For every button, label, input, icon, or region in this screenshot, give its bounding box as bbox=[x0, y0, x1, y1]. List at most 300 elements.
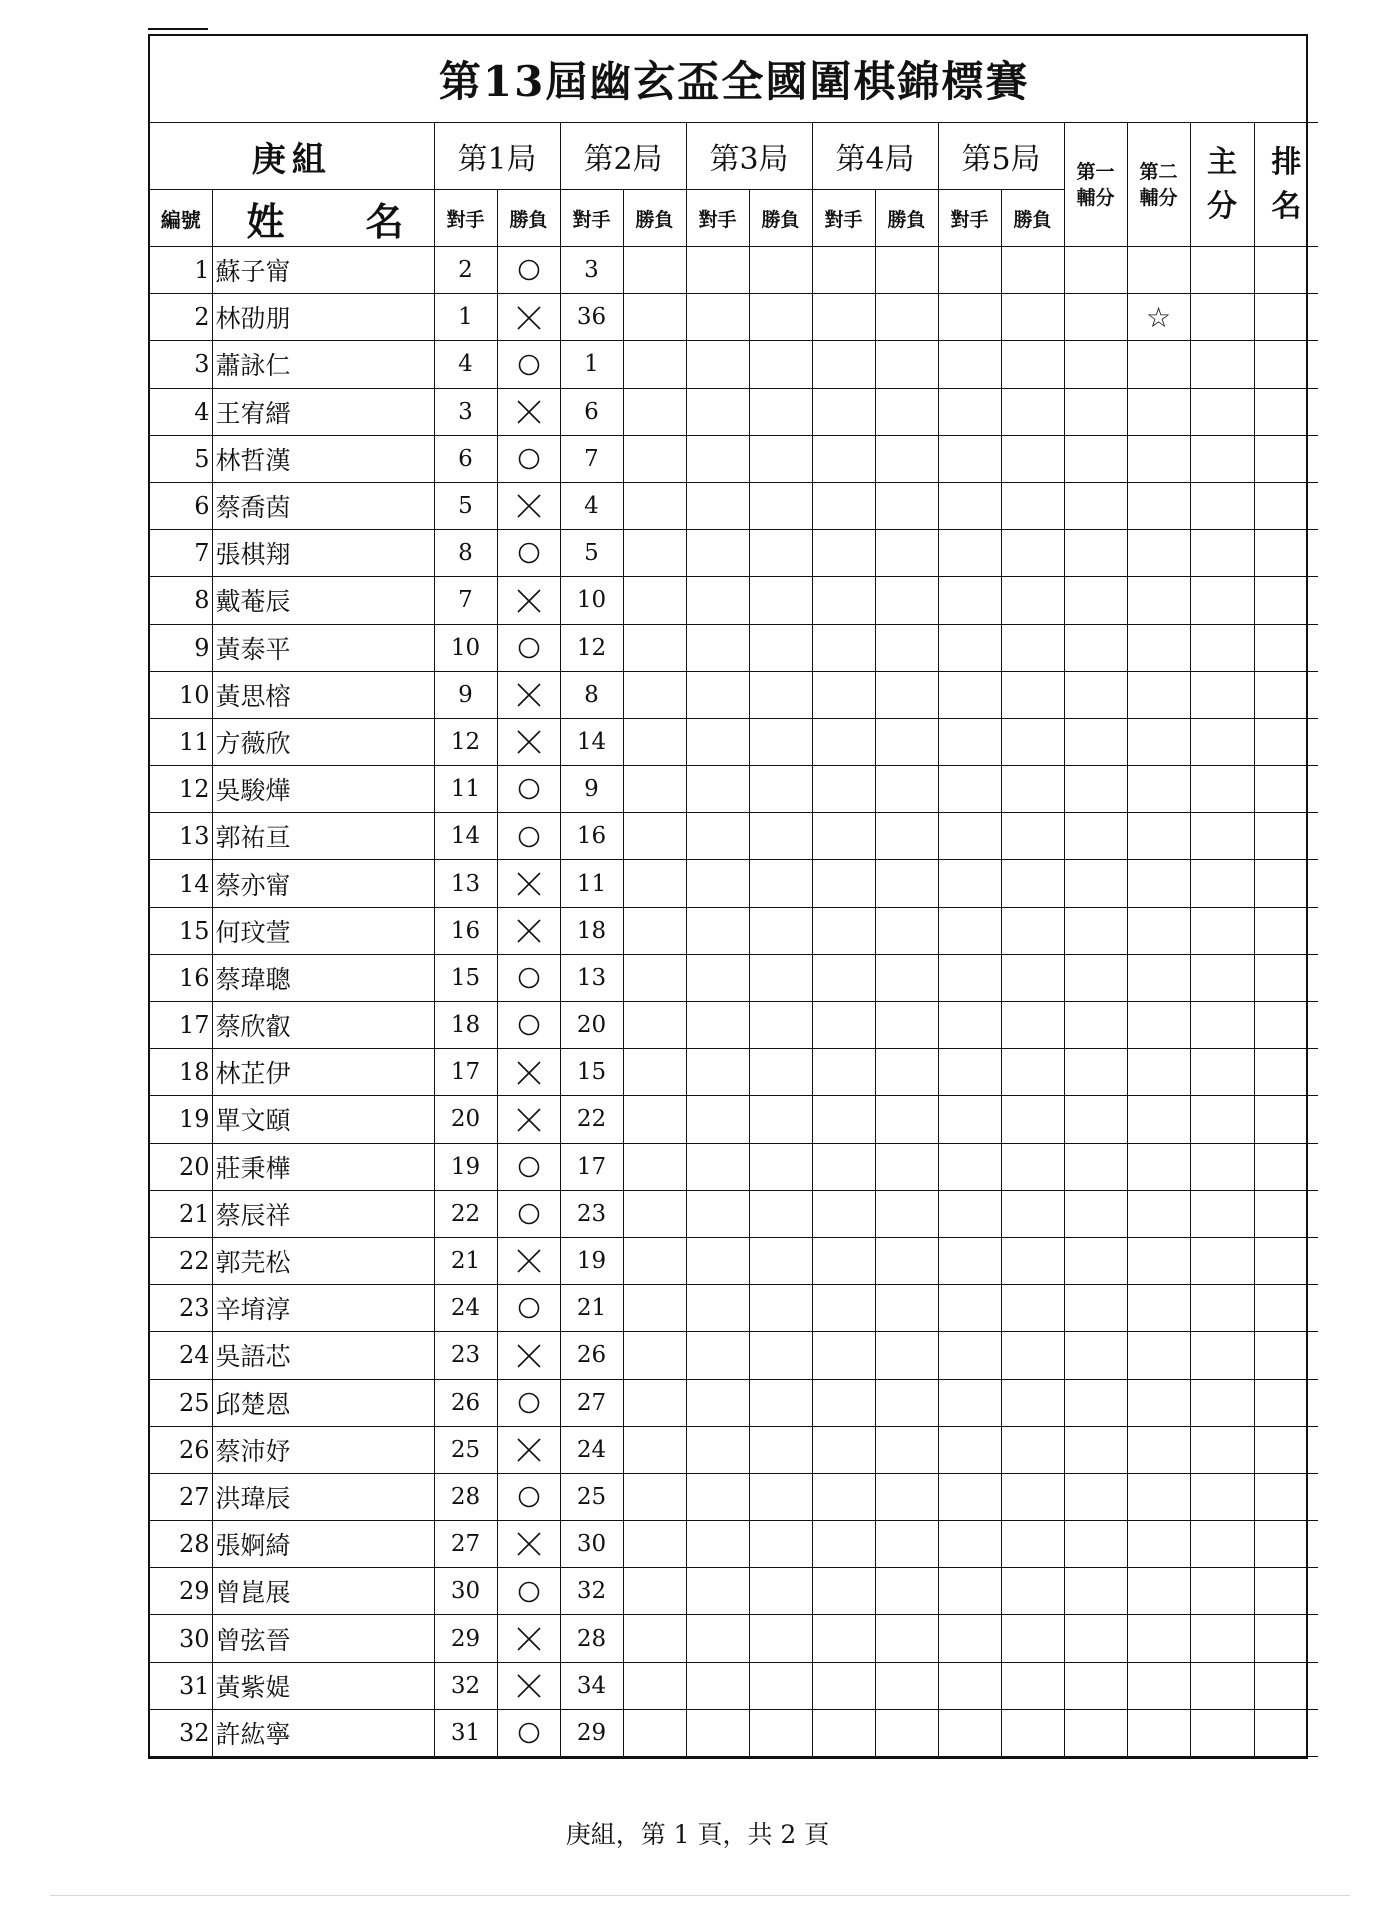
win-circle-icon bbox=[514, 444, 544, 474]
aux1-score bbox=[1064, 1473, 1127, 1520]
round-2-result bbox=[623, 577, 686, 624]
round-3-opponent bbox=[686, 1002, 749, 1049]
round-3-result bbox=[749, 1521, 812, 1568]
player-name: 蔡辰祥 bbox=[212, 1190, 434, 1237]
round-4-result bbox=[875, 1237, 938, 1284]
rank bbox=[1254, 577, 1318, 624]
round-4-result bbox=[875, 718, 938, 765]
round-3-opponent bbox=[686, 247, 749, 294]
aux2-score bbox=[1127, 1615, 1190, 1662]
round-1-opponent: 7 bbox=[434, 577, 497, 624]
round-4-result bbox=[875, 860, 938, 907]
round-4-opponent bbox=[812, 247, 875, 294]
round-3-opponent bbox=[686, 388, 749, 435]
round-2-opponent: 26 bbox=[560, 1332, 623, 1379]
player-row bbox=[150, 1143, 1318, 1190]
aux1-score bbox=[1064, 1096, 1127, 1143]
round-5-opponent bbox=[938, 1473, 1001, 1520]
player-name: 許紘寧 bbox=[212, 1709, 434, 1756]
main-score bbox=[1190, 907, 1254, 954]
round-1-opponent: 22 bbox=[434, 1190, 497, 1237]
aux1-score bbox=[1064, 1662, 1127, 1709]
round-5-result bbox=[1001, 1237, 1064, 1284]
round-3-result bbox=[749, 577, 812, 624]
round-1-opponent: 8 bbox=[434, 530, 497, 577]
round-1-opponent: 27 bbox=[434, 1521, 497, 1568]
round-5-result bbox=[1001, 482, 1064, 529]
player-number: 30 bbox=[150, 1615, 212, 1662]
round-2-opponent: 32 bbox=[560, 1568, 623, 1615]
round-1-opponent: 29 bbox=[434, 1615, 497, 1662]
round-3-result bbox=[749, 954, 812, 1001]
main-score bbox=[1190, 954, 1254, 1001]
player-number: 29 bbox=[150, 1568, 212, 1615]
player-number: 14 bbox=[150, 860, 212, 907]
loss-cross-icon bbox=[514, 1435, 544, 1465]
round-3-result bbox=[749, 1615, 812, 1662]
player-number: 21 bbox=[150, 1190, 212, 1237]
round-1-opponent-header: 對手 bbox=[434, 190, 497, 247]
round-4-result bbox=[875, 1473, 938, 1520]
aux2-score bbox=[1127, 860, 1190, 907]
main-score bbox=[1190, 1521, 1254, 1568]
round-5-opponent bbox=[938, 435, 1001, 482]
loss-cross-icon bbox=[514, 1671, 544, 1701]
round-1-opponent: 18 bbox=[434, 1002, 497, 1049]
aux1-score bbox=[1064, 1285, 1127, 1332]
player-number: 27 bbox=[150, 1473, 212, 1520]
round-5-opponent bbox=[938, 624, 1001, 671]
round-2-result bbox=[623, 954, 686, 1001]
round-5-result bbox=[1001, 954, 1064, 1001]
round-5-result bbox=[1001, 1002, 1064, 1049]
win-circle-icon bbox=[514, 1152, 544, 1182]
round-4-result bbox=[875, 388, 938, 435]
round-4-result bbox=[875, 1521, 938, 1568]
player-row bbox=[150, 1285, 1318, 1332]
round-5-opponent bbox=[938, 1615, 1001, 1662]
round-2-result bbox=[623, 1709, 686, 1756]
round-4-result bbox=[875, 1190, 938, 1237]
round-2-opponent: 20 bbox=[560, 1002, 623, 1049]
main-score bbox=[1190, 1285, 1254, 1332]
round-2-result bbox=[623, 1002, 686, 1049]
round-5-opponent bbox=[938, 1568, 1001, 1615]
round-2-opponent: 19 bbox=[560, 1237, 623, 1284]
aux1-score bbox=[1064, 1237, 1127, 1284]
player-name: 蔡沛妤 bbox=[212, 1426, 434, 1473]
round-5-opponent bbox=[938, 766, 1001, 813]
rank bbox=[1254, 1190, 1318, 1237]
round-1-result bbox=[497, 1426, 560, 1473]
player-name: 蔡喬茵 bbox=[212, 482, 434, 529]
rank bbox=[1254, 1615, 1318, 1662]
round-3-result bbox=[749, 1709, 812, 1756]
round-1-result bbox=[497, 1049, 560, 1096]
round-1-result bbox=[497, 624, 560, 671]
aux2-score bbox=[1127, 1332, 1190, 1379]
rank bbox=[1254, 671, 1318, 718]
player-row bbox=[150, 1190, 1318, 1237]
aux2-score bbox=[1127, 1426, 1190, 1473]
main-score bbox=[1190, 1709, 1254, 1756]
round-5-result bbox=[1001, 530, 1064, 577]
round-5-result bbox=[1001, 907, 1064, 954]
round-5-opponent bbox=[938, 1002, 1001, 1049]
round-5-result bbox=[1001, 341, 1064, 388]
loss-cross-icon bbox=[514, 869, 544, 899]
round-2-result bbox=[623, 1049, 686, 1096]
round-5-result-header: 勝負 bbox=[1001, 190, 1064, 247]
player-name: 黃泰平 bbox=[212, 624, 434, 671]
round-4-result bbox=[875, 624, 938, 671]
round-3-result bbox=[749, 1237, 812, 1284]
rank bbox=[1254, 718, 1318, 765]
aux1-score bbox=[1064, 1568, 1127, 1615]
round-5-opponent bbox=[938, 247, 1001, 294]
aux2-score bbox=[1127, 1379, 1190, 1426]
round-5-result bbox=[1001, 860, 1064, 907]
round-1-result bbox=[497, 1190, 560, 1237]
loss-cross-icon bbox=[514, 680, 544, 710]
player-row bbox=[150, 1615, 1318, 1662]
round-3-opponent bbox=[686, 1473, 749, 1520]
round-1-opponent: 2 bbox=[434, 247, 497, 294]
round-4-opponent bbox=[812, 907, 875, 954]
round-3-result bbox=[749, 1332, 812, 1379]
round-4-result bbox=[875, 1332, 938, 1379]
aux1-score bbox=[1064, 860, 1127, 907]
round-2-result bbox=[623, 1332, 686, 1379]
round-2-opponent: 4 bbox=[560, 482, 623, 529]
main-score bbox=[1190, 1237, 1254, 1284]
win-circle-icon bbox=[514, 350, 544, 380]
round-2-opponent: 3 bbox=[560, 247, 623, 294]
player-number: 13 bbox=[150, 813, 212, 860]
round-2-result bbox=[623, 671, 686, 718]
round-4-result bbox=[875, 435, 938, 482]
rank bbox=[1254, 1521, 1318, 1568]
round-1-result bbox=[497, 1568, 560, 1615]
round-5-opponent bbox=[938, 860, 1001, 907]
round-5-result bbox=[1001, 388, 1064, 435]
aux1-score bbox=[1064, 1615, 1127, 1662]
player-name: 蘇子甯 bbox=[212, 247, 434, 294]
aux2-score bbox=[1127, 718, 1190, 765]
round-5-result bbox=[1001, 435, 1064, 482]
round-1-result bbox=[497, 671, 560, 718]
aux2-score bbox=[1127, 1285, 1190, 1332]
round-1-opponent: 20 bbox=[434, 1096, 497, 1143]
round-2-result bbox=[623, 718, 686, 765]
round-4-opponent bbox=[812, 435, 875, 482]
player-row bbox=[150, 907, 1318, 954]
player-number: 32 bbox=[150, 1709, 212, 1756]
player-row bbox=[150, 1002, 1318, 1049]
player-number: 31 bbox=[150, 1662, 212, 1709]
main-score-header: 主分 bbox=[1190, 123, 1254, 247]
round-2-result bbox=[623, 766, 686, 813]
main-score bbox=[1190, 1426, 1254, 1473]
loss-cross-icon bbox=[514, 491, 544, 521]
round-2-result bbox=[623, 530, 686, 577]
round-5-opponent bbox=[938, 1190, 1001, 1237]
round-4-opponent bbox=[812, 671, 875, 718]
aux1-score bbox=[1064, 1190, 1127, 1237]
main-score bbox=[1190, 530, 1254, 577]
round-3-result bbox=[749, 718, 812, 765]
win-circle-icon bbox=[514, 633, 544, 663]
round-2-opponent-header: 對手 bbox=[560, 190, 623, 247]
round-3-opponent-header: 對手 bbox=[686, 190, 749, 247]
rank bbox=[1254, 907, 1318, 954]
player-name: 林芷伊 bbox=[212, 1049, 434, 1096]
round-1-result bbox=[497, 1662, 560, 1709]
round-1-opponent: 4 bbox=[434, 341, 497, 388]
player-row bbox=[150, 1426, 1318, 1473]
round-5-opponent bbox=[938, 718, 1001, 765]
round-3-opponent bbox=[686, 766, 749, 813]
round-5-result bbox=[1001, 624, 1064, 671]
main-score bbox=[1190, 624, 1254, 671]
round-4-result bbox=[875, 1426, 938, 1473]
aux1-score bbox=[1064, 1521, 1127, 1568]
player-name: 洪瑋辰 bbox=[212, 1473, 434, 1520]
round-4-opponent bbox=[812, 718, 875, 765]
main-score bbox=[1190, 1332, 1254, 1379]
round-2-result bbox=[623, 1426, 686, 1473]
aux2-score bbox=[1127, 1237, 1190, 1284]
main-score bbox=[1190, 671, 1254, 718]
round-2-opponent: 7 bbox=[560, 435, 623, 482]
round-2-opponent: 9 bbox=[560, 766, 623, 813]
aux2-score bbox=[1127, 341, 1190, 388]
round-5-opponent bbox=[938, 671, 1001, 718]
round-3-opponent bbox=[686, 1096, 749, 1143]
round-1-opponent: 23 bbox=[434, 1332, 497, 1379]
round-2-result bbox=[623, 1285, 686, 1332]
round-2-opponent: 36 bbox=[560, 294, 623, 341]
player-number: 9 bbox=[150, 624, 212, 671]
round-5-result bbox=[1001, 1662, 1064, 1709]
aux2-score bbox=[1127, 1709, 1190, 1756]
round-5-result bbox=[1001, 577, 1064, 624]
round-2-opponent: 21 bbox=[560, 1285, 623, 1332]
aux1-score bbox=[1064, 341, 1127, 388]
aux2-score bbox=[1127, 388, 1190, 435]
player-row bbox=[150, 1096, 1318, 1143]
round-3-opponent bbox=[686, 294, 749, 341]
rank bbox=[1254, 1002, 1318, 1049]
main-score bbox=[1190, 860, 1254, 907]
player-number: 12 bbox=[150, 766, 212, 813]
round-2-opponent: 18 bbox=[560, 907, 623, 954]
aux1-score bbox=[1064, 294, 1127, 341]
main-score bbox=[1190, 388, 1254, 435]
round-5-opponent bbox=[938, 1662, 1001, 1709]
round-5-result bbox=[1001, 1379, 1064, 1426]
rank bbox=[1254, 294, 1318, 341]
player-row bbox=[150, 624, 1318, 671]
round-1-opponent: 28 bbox=[434, 1473, 497, 1520]
round-1-result bbox=[497, 1237, 560, 1284]
loss-cross-icon bbox=[514, 1105, 544, 1135]
main-score bbox=[1190, 1473, 1254, 1520]
rank bbox=[1254, 1473, 1318, 1520]
round-3-opponent bbox=[686, 530, 749, 577]
round-1-opponent: 12 bbox=[434, 718, 497, 765]
round-2-opponent: 23 bbox=[560, 1190, 623, 1237]
round-1-opponent: 21 bbox=[434, 1237, 497, 1284]
player-number: 26 bbox=[150, 1426, 212, 1473]
round-4-opponent bbox=[812, 341, 875, 388]
rank bbox=[1254, 1049, 1318, 1096]
round-2-result bbox=[623, 813, 686, 860]
round-4-opponent bbox=[812, 1285, 875, 1332]
round-3-opponent bbox=[686, 624, 749, 671]
player-row bbox=[150, 860, 1318, 907]
round-4-opponent bbox=[812, 1709, 875, 1756]
round-3-opponent bbox=[686, 1190, 749, 1237]
round-1-opponent: 14 bbox=[434, 813, 497, 860]
aux2-score bbox=[1127, 1473, 1190, 1520]
round-2-result bbox=[623, 247, 686, 294]
round-2-opponent: 27 bbox=[560, 1379, 623, 1426]
round-4-opponent bbox=[812, 624, 875, 671]
round-1-result bbox=[497, 860, 560, 907]
player-number: 7 bbox=[150, 530, 212, 577]
round-4-result bbox=[875, 1143, 938, 1190]
loss-cross-icon bbox=[514, 586, 544, 616]
rank bbox=[1254, 1096, 1318, 1143]
round-5-header: 第5局 bbox=[938, 123, 1064, 190]
round-1-opponent: 26 bbox=[434, 1379, 497, 1426]
aux1-header: 第一輔分 bbox=[1064, 123, 1127, 247]
round-2-result bbox=[623, 388, 686, 435]
player-number: 23 bbox=[150, 1285, 212, 1332]
round-4-header: 第4局 bbox=[812, 123, 938, 190]
round-5-opponent bbox=[938, 388, 1001, 435]
round-1-result bbox=[497, 530, 560, 577]
round-3-result bbox=[749, 1426, 812, 1473]
round-4-result bbox=[875, 1379, 938, 1426]
aux2-score bbox=[1127, 907, 1190, 954]
main-score bbox=[1190, 813, 1254, 860]
round-1-opponent: 1 bbox=[434, 294, 497, 341]
page-title: 第13屆幽玄盃全國圍棋錦標賽 bbox=[150, 36, 1318, 123]
aux1-score bbox=[1064, 1426, 1127, 1473]
round-5-result bbox=[1001, 1615, 1064, 1662]
round-3-result-header: 勝負 bbox=[749, 190, 812, 247]
round-5-opponent bbox=[938, 1379, 1001, 1426]
aux1-score bbox=[1064, 482, 1127, 529]
aux1-score bbox=[1064, 1379, 1127, 1426]
round-3-result bbox=[749, 1662, 812, 1709]
loss-cross-icon bbox=[514, 1624, 544, 1654]
round-5-result bbox=[1001, 1190, 1064, 1237]
round-3-opponent bbox=[686, 1143, 749, 1190]
round-1-opponent: 24 bbox=[434, 1285, 497, 1332]
round-4-result bbox=[875, 1615, 938, 1662]
aux1-score bbox=[1064, 1049, 1127, 1096]
round-4-opponent bbox=[812, 1379, 875, 1426]
round-3-result bbox=[749, 1285, 812, 1332]
round-3-result bbox=[749, 1096, 812, 1143]
round-3-result bbox=[749, 1473, 812, 1520]
round-5-result bbox=[1001, 1709, 1064, 1756]
player-name: 莊秉樺 bbox=[212, 1143, 434, 1190]
rank bbox=[1254, 341, 1318, 388]
aux1-score bbox=[1064, 1332, 1127, 1379]
round-3-opponent bbox=[686, 1662, 749, 1709]
round-3-result bbox=[749, 1002, 812, 1049]
round-5-opponent bbox=[938, 482, 1001, 529]
player-row bbox=[150, 1521, 1318, 1568]
round-3-result bbox=[749, 1143, 812, 1190]
round-4-opponent bbox=[812, 1473, 875, 1520]
round-5-opponent bbox=[938, 1332, 1001, 1379]
player-row bbox=[150, 1379, 1318, 1426]
index-header: 編號 bbox=[150, 190, 212, 247]
round-5-opponent bbox=[938, 341, 1001, 388]
player-row bbox=[150, 482, 1318, 529]
rank bbox=[1254, 435, 1318, 482]
player-name: 方薇欣 bbox=[212, 718, 434, 765]
win-circle-icon bbox=[514, 1577, 544, 1607]
aux2-score bbox=[1127, 530, 1190, 577]
player-row bbox=[150, 766, 1318, 813]
round-2-opponent: 30 bbox=[560, 1521, 623, 1568]
rank bbox=[1254, 1709, 1318, 1756]
round-2-opponent: 25 bbox=[560, 1473, 623, 1520]
loss-cross-icon bbox=[514, 1341, 544, 1371]
main-score bbox=[1190, 1049, 1254, 1096]
player-row bbox=[150, 530, 1318, 577]
round-1-result bbox=[497, 341, 560, 388]
aux1-score bbox=[1064, 530, 1127, 577]
round-5-opponent bbox=[938, 1285, 1001, 1332]
round-1-result bbox=[497, 294, 560, 341]
rank bbox=[1254, 530, 1318, 577]
round-2-result bbox=[623, 1662, 686, 1709]
aux1-score bbox=[1064, 1143, 1127, 1190]
aux1-score bbox=[1064, 766, 1127, 813]
round-3-opponent bbox=[686, 482, 749, 529]
main-score bbox=[1190, 294, 1254, 341]
round-2-result bbox=[623, 1379, 686, 1426]
aux2-score bbox=[1127, 482, 1190, 529]
player-number: 5 bbox=[150, 435, 212, 482]
aux1-score bbox=[1064, 718, 1127, 765]
player-name: 郭芫松 bbox=[212, 1237, 434, 1284]
round-1-result bbox=[497, 435, 560, 482]
player-name: 林哲漢 bbox=[212, 435, 434, 482]
rank bbox=[1254, 766, 1318, 813]
round-5-opponent-header: 對手 bbox=[938, 190, 1001, 247]
round-4-opponent bbox=[812, 1143, 875, 1190]
round-3-result bbox=[749, 671, 812, 718]
main-score bbox=[1190, 1615, 1254, 1662]
round-4-result bbox=[875, 907, 938, 954]
rank bbox=[1254, 624, 1318, 671]
round-1-result bbox=[497, 1096, 560, 1143]
round-2-result bbox=[623, 860, 686, 907]
round-3-result bbox=[749, 482, 812, 529]
round-4-result-header: 勝負 bbox=[875, 190, 938, 247]
round-3-result bbox=[749, 388, 812, 435]
round-2-result bbox=[623, 624, 686, 671]
aux1-score bbox=[1064, 813, 1127, 860]
